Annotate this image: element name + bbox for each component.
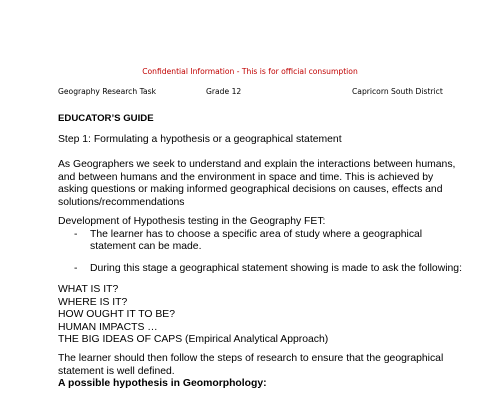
development-heading: Development of Hypothesis testing in the Geography FET: [58,216,326,227]
question-4: HUMAN IMPACTS … [58,321,158,333]
bullet-1-line-2: statement can be made. [90,241,202,253]
bullet-2-line-1: During this stage a geographical statement showing is made to ask the following: [90,263,462,274]
intro-line-1: As Geographers we seek to understand and explain the interactions between humans, [58,159,456,170]
header-grade: Grade 12 [206,87,242,96]
intro-line-2: and between humans and the environment in space and time. This is achieved by [58,171,434,183]
closing-line-2: statement is well defined. [58,365,175,377]
question-2: WHERE IS IT? [58,296,128,308]
final-heading: A possible hypothesis in Geomorphology: [58,377,267,389]
header-task: Geography Research Task [58,87,156,96]
bullet-marker: - [74,228,78,240]
bullet-marker: - [74,263,78,274]
bullet-1-line-1: The learner has to choose a specific area of study where a geographical [90,228,423,240]
header-district: Capricorn South District [352,87,443,96]
question-1: WHAT IS IT? [58,284,119,295]
closing-line-1: The learner should then follow the steps of research to ensure that the geographical [58,353,444,364]
intro-line-3: asking questions or making informed geographical decisions on causes, effects and [58,184,443,196]
confidential-notice: Confidential Information - This is for official consumption [142,67,358,76]
question-3: HOW OUGHT IT TO BE? [58,309,176,321]
question-5: THE BIG IDEAS OF CAPS (Empirical Analytical Approach) [58,334,329,346]
intro-line-4: solutions/recommendations [58,196,185,208]
step-title: Step 1: Formulating a hypothesis or a geographical statement [58,134,342,145]
guide-title: EDUCATOR’S GUIDE [58,113,154,124]
